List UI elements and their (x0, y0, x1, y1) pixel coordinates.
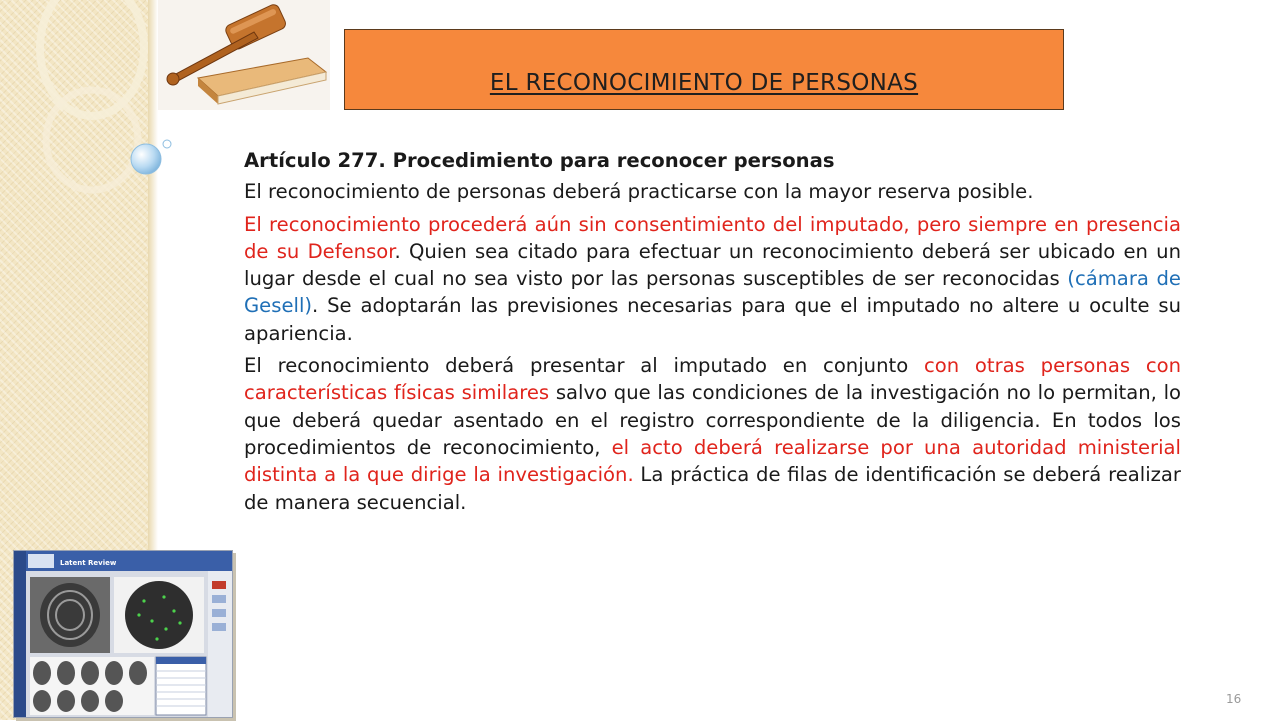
article-body (244, 147, 1181, 521)
paragraph-2-text: . Quien sea citado para efectuar un reconocimiento deberá ser ubicado en un lugar desde el cual no sea visto por las personas susceptibles de ser reconocidas (244, 239, 1181, 291)
paragraph-2-highlight-red: El reconocimiento procederá aún sin consentimiento del imputado, pero siempre en presencia de su Defensor (244, 212, 1181, 263)
paragraph-3-highlight-red-1: con otras personas con características físicas similares (244, 354, 1181, 405)
paragraph-3-text-a: El reconocimiento deberá presentar al imputado en conjunto (244, 354, 924, 378)
thumbnail-window-title: Latent Review (60, 559, 117, 567)
paragraph-3-text-b: salvo que las condiciones de la investigación no lo permitan, lo que deberá quedar asentado en el registro correspondiente de la diligencia. En todos los procedimientos de reconocimiento, (244, 381, 1181, 459)
fingerprint-software-screenshot (13, 550, 233, 718)
gavel-on-book-image (158, 0, 330, 110)
title-banner (344, 29, 1064, 110)
article-heading: Artículo 277. Procedimiento para reconocer personas (244, 149, 835, 172)
page-title: EL RECONOCIMIENTO DE PERSONAS (489, 69, 919, 96)
page-number: 16 (1226, 692, 1242, 706)
paragraph-3-text-c: La práctica de filas de identificación se deberá realizar de manera secuencial. (244, 463, 1181, 514)
paragraph-2 (244, 211, 1181, 347)
paragraph-1 (244, 178, 1181, 205)
paragraph-1-text: El reconocimiento de personas deberá practicarse con la mayor reserva posible. (244, 180, 1034, 204)
paragraph-2-end: . Se adoptarán las previsiones necesarias para que el imputado no altere u oculte su apariencia. (244, 294, 1181, 345)
paragraph-3-highlight-red-2: el acto deberá realizarse por una autoridad ministerial distinta a la que dirige la investigación. (244, 435, 1181, 487)
paragraph-3 (244, 352, 1181, 516)
bubble-small (163, 140, 171, 148)
bubble-large (131, 144, 161, 174)
paragraph-2-highlight-blue: (cámara de Gesell) (244, 267, 1181, 318)
